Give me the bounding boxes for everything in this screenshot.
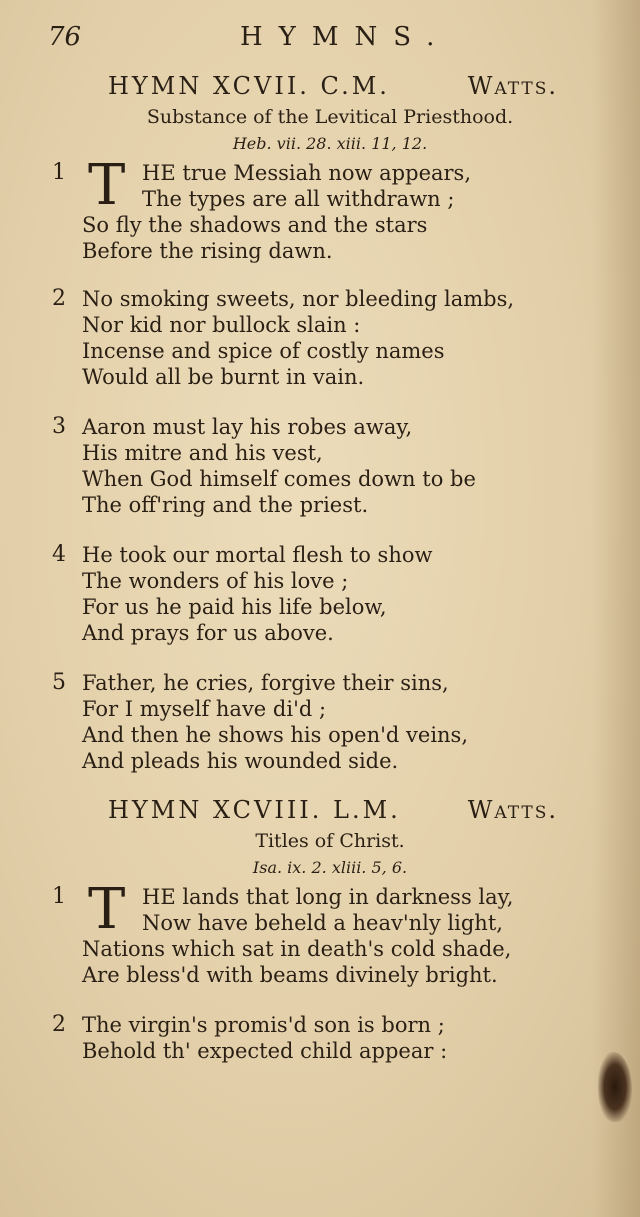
verse-line: Behold th' expected child appear : xyxy=(82,1039,448,1063)
verse-line: Would all be burnt in vain. xyxy=(82,365,365,389)
verse-line: So fly the shadows and the stars xyxy=(82,213,428,237)
verse-line: For us he paid his life below, xyxy=(82,595,387,619)
hymn-subtitle: Substance of the Levitical Priesthood. xyxy=(146,106,514,128)
verse-line: And pleads his wounded side. xyxy=(82,749,399,773)
stanza-number: 2 xyxy=(52,286,66,311)
stanza-number: 5 xyxy=(52,670,66,695)
verse-line: The virgin's promis'd son is born ; xyxy=(82,1013,445,1037)
verse-line: Nations which sat in death's cold shade, xyxy=(82,937,512,961)
hymn-number: HYMN XCVII. C.M. xyxy=(108,72,390,100)
hymn-subtitle: Titles of Christ. xyxy=(255,830,405,852)
verse-line: No smoking sweets, nor bleeding lambs, xyxy=(82,287,515,311)
page-edge-shadow xyxy=(592,0,640,1217)
stanza-lines xyxy=(82,877,514,988)
hymn-author: Watts. xyxy=(467,72,558,100)
verse-line: HE lands that long in darkness lay, xyxy=(142,885,514,909)
verse-line: The wonders of his love ; xyxy=(82,569,349,593)
verse-line: His mitre and his vest, xyxy=(82,441,323,465)
drop-cap: T xyxy=(88,877,126,942)
verse-line: The off'ring and the priest. xyxy=(82,493,369,517)
verse-line: And then he shows his open'd veins, xyxy=(82,723,469,747)
verse-line: He took our mortal flesh to show xyxy=(82,543,433,567)
drop-cap: T xyxy=(88,153,126,218)
stanza-number: 2 xyxy=(52,1012,66,1037)
verse-line: Father, he cries, forgive their sins, xyxy=(82,671,449,695)
stanza-number: 1 xyxy=(52,160,66,185)
verse-line: And prays for us above. xyxy=(82,621,334,645)
running-head xyxy=(48,22,478,52)
stanza-number: 1 xyxy=(52,884,66,909)
stanza-lines xyxy=(82,153,472,264)
stanza-lines xyxy=(82,1012,447,1064)
page-number: 76 xyxy=(48,22,82,52)
stanza-number: 4 xyxy=(52,542,66,567)
verse-line: The types are all withdrawn ; xyxy=(142,187,455,211)
hymn-heading xyxy=(108,796,558,828)
stanza-lines xyxy=(82,286,514,390)
verse-line: For I myself have di'd ; xyxy=(82,697,327,721)
hymn-number: HYMN XCVIII. L.M. xyxy=(108,796,401,824)
verse-line: Incense and spice of costly names xyxy=(82,339,445,363)
verse-line: Before the rising dawn. xyxy=(82,239,333,263)
stanza-lines xyxy=(82,542,432,646)
verse-line: HE true Messiah now appears, xyxy=(142,161,472,185)
verse-line: When God himself comes down to be xyxy=(82,467,476,491)
stanza-number: 3 xyxy=(52,414,66,439)
stanza-lines xyxy=(82,670,468,774)
verse-line: Now have beheld a heav'nly light, xyxy=(142,911,503,935)
scripture-reference: Isa. ix. 2. xliii. 5, 6. xyxy=(252,858,408,877)
verse-line: Aaron must lay his robes away, xyxy=(82,415,413,439)
scripture-reference: Heb. vii. 28. xiii. 11, 12. xyxy=(232,134,428,153)
hymn-heading xyxy=(108,72,558,104)
verse-line: Are bless'd with beams divinely bright. xyxy=(82,963,498,987)
verse-line: Nor kid nor bullock slain : xyxy=(82,313,361,337)
running-title: HYMNS. xyxy=(240,22,451,52)
hymn-author: Watts. xyxy=(467,796,558,824)
stanza-lines xyxy=(82,414,476,518)
